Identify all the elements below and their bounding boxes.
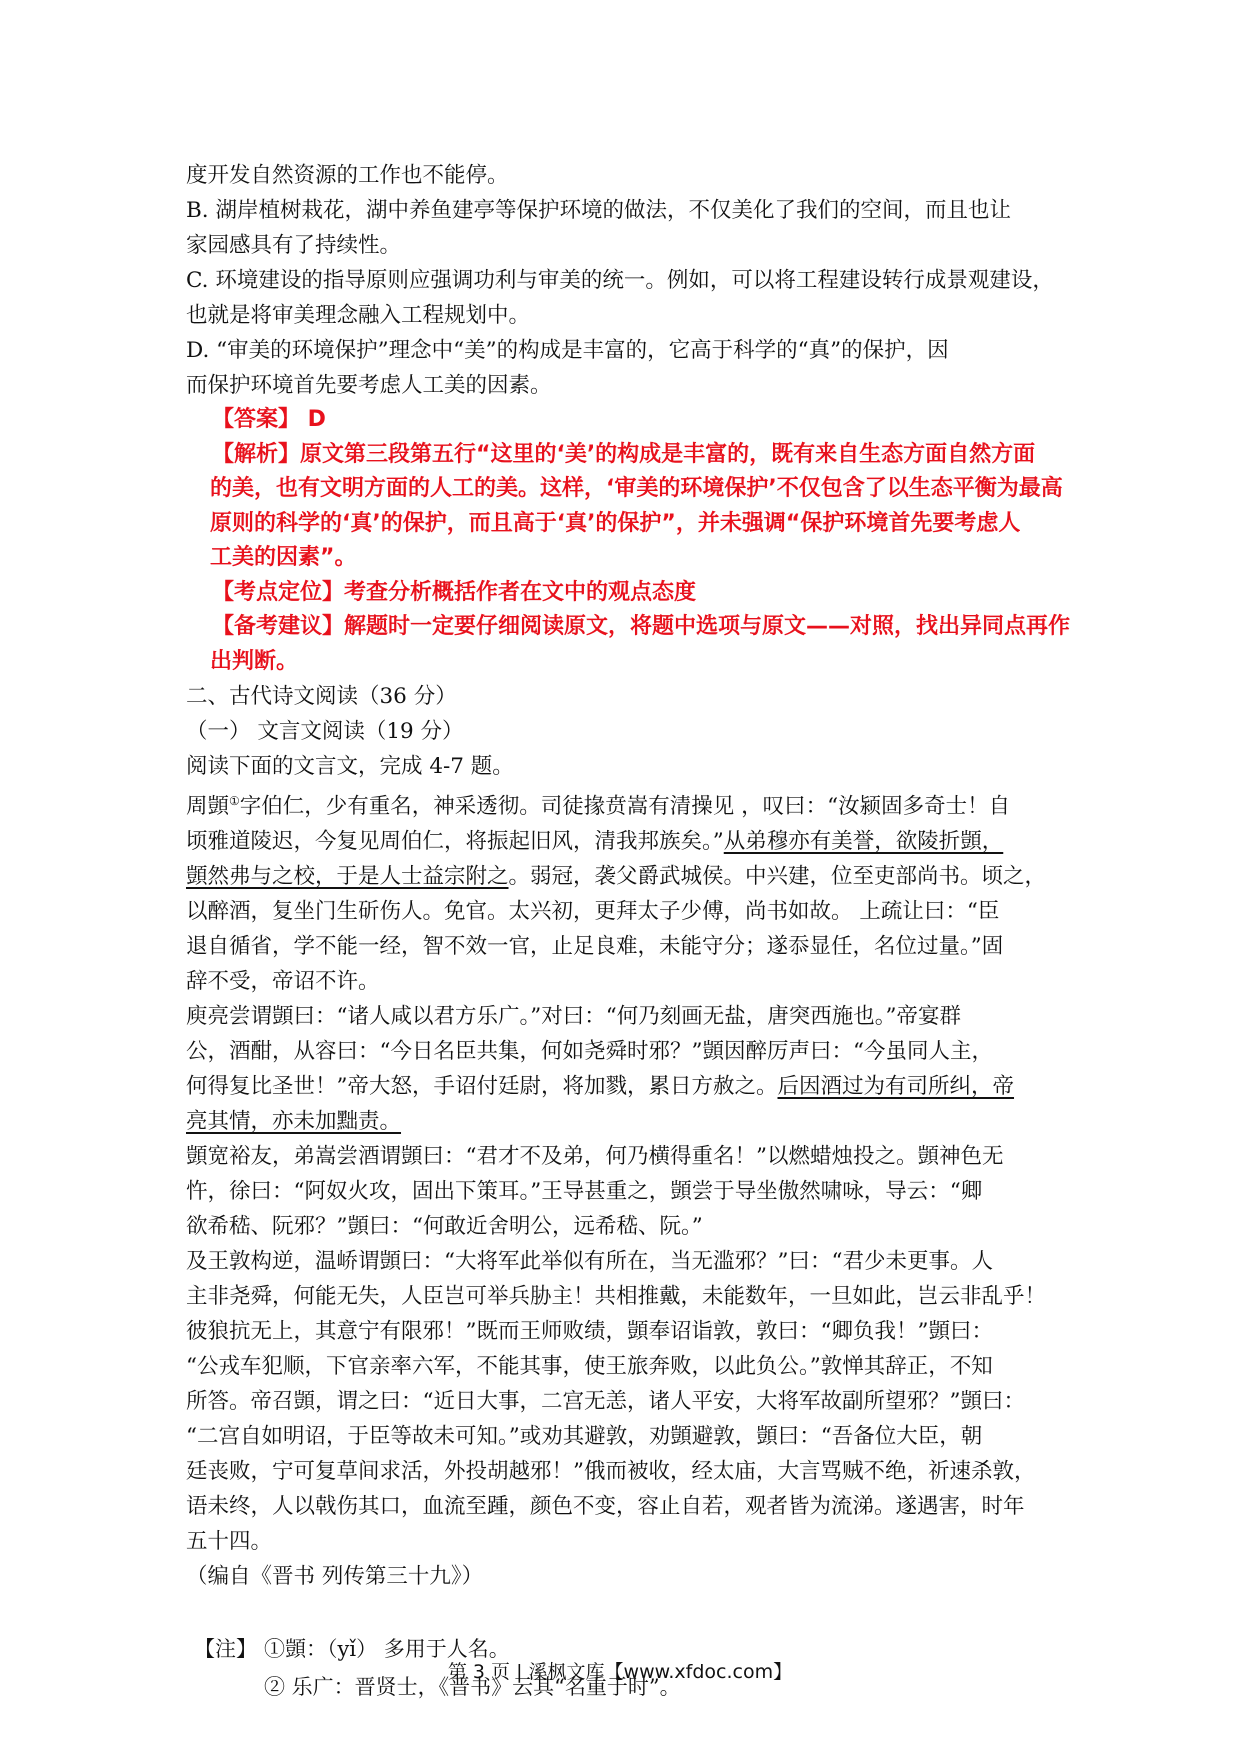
passage-line: 彼狼抗无上，其意宁有限邪！”既而王师败绩，顗奉诏诣敦，敦曰：“卿负我！”顗曰： <box>186 1319 993 1345</box>
section-heading: 二、古代诗文阅读（36 分） <box>186 684 457 709</box>
passage-source: （编自《晋书 列传第三十九》） <box>186 1564 484 1590</box>
passage-line <box>186 784 1076 824</box>
option-a-tail: 度开发自然资源的工作也不能停。 <box>186 163 509 188</box>
passage-line: 欲希嵇、阮邪？”顗曰：“何敢近舍明公，远希嵇、阮。” <box>186 1214 703 1240</box>
footnote-marker: ① <box>229 794 240 808</box>
passage-line: 忤，徐曰：“阿奴火攻，固出下策耳。”王导甚重之，顗尝于导坐傲然啸咏，导云：“卿 <box>186 1179 983 1205</box>
answer-line: 【答案】 D <box>212 407 326 432</box>
passage-line: 及王敦构逆，温峤谓顗曰：“大将军此举似有所在，当无滥邪？”曰：“君少未更事。人 <box>186 1249 993 1275</box>
passage-line: 主非尧舜，何能无失，人臣岂可举兵胁主！共相推戴，未能数年，一旦如此，岂云非乱乎！ <box>186 1284 1047 1310</box>
underlined-sentence: 后因酒过为有司所纠，帝 <box>777 1074 1015 1100</box>
passage-text: 。弱冠，袭父爵武城侯。中兴建，位至吏部尚书。顷之， <box>508 864 1047 890</box>
option-c-line1: C. 环境建设的指导原则应强调功利与审美的统一。例如，可以将工程建设转行成景观建设， <box>186 268 1054 293</box>
note-2: ② 乐广：晋贤士，《晋书》云其“名重于时”。 <box>264 1675 681 1700</box>
underlined-sentence: 顗然弗与之校，于是人士益宗附之 <box>186 864 509 890</box>
option-b-line1: B. 湖岸植树栽花，湖中养鱼建亭等保护环境的做法，不仅美化了我们的空间，而且也让 <box>186 198 1011 223</box>
beikao-line-2: 出判断。 <box>210 648 299 674</box>
option-b-line2: 家园感具有了持续性。 <box>186 233 402 258</box>
page-content <box>186 158 1076 1706</box>
option-d-line2: 而保护环境首先要考虑人工美的因素。 <box>186 373 552 398</box>
passage-line: 五十四。 <box>186 1529 273 1555</box>
analysis-line-3: 原则的科学的‘真’的保护，而且高于‘真’的保护”，并未强调“保护环境首先要考虑人 <box>210 510 1021 536</box>
passage-line: 退自循省，学不能一经，智不效一官，止足良难，未能守分；遂忝显任，名位过量。”固 <box>186 934 1004 960</box>
passage-line <box>186 1104 1076 1139</box>
instruction: 阅读下面的文言文，完成 4-7 题。 <box>186 754 514 779</box>
passage-line: 庾亮尝谓顗曰：“诸人咸以君方乐广。”对曰：“何乃刻画无盐，唐突西施也。”帝宴群 <box>186 1004 961 1030</box>
underlined-sentence: 从弟穆亦有美誉，欲陵折顗， <box>723 829 1004 855</box>
spacer <box>186 1594 1076 1630</box>
passage-text: 何得复比圣世！”帝大怒，手诏付廷尉，将加戮，累日方赦之。 <box>186 1074 778 1100</box>
analysis-line-1: 【解析】原文第三段第五行“这里的‘美’的构成是丰富的，既有来自生态方面自然方面 <box>212 441 1036 467</box>
analysis-line-4: 工美的因素”。 <box>210 545 357 570</box>
passage-line: 语未终，人以戟伤其口，血流至踵，颜色不变，容止自若，观者皆为流涕。遂遇害，时年 <box>186 1494 1025 1520</box>
kaodian-line: 【考点定位】考查分析概括作者在文中的观点态度 <box>212 579 697 605</box>
option-c-line2: 也就是将审美理念融入工程规划中。 <box>186 303 531 328</box>
passage-line: 公，酒酣，从容曰：“今日名臣共集，何如尧舜时邪？”顗因醉厉声曰：“今虽同人主， <box>186 1039 993 1065</box>
passage-line <box>186 859 1076 894</box>
page-footer: 第 3 页 | 溪枫文库【www.xfdoc.com】 <box>447 1661 793 1683</box>
passage-line: 所答。帝召顗，谓之曰：“近日大事，二宫无恙，诸人平安，大将军故副所望邪？”顗曰： <box>186 1389 1025 1415</box>
beikao-line-1: 【备考建议】解题时一定要仔细阅读原文，将题中选项与原文——对照，找出异同点再作 <box>212 614 1071 639</box>
passage-line <box>186 1069 1076 1104</box>
note-label: 【注】 <box>194 1637 257 1662</box>
option-d-line1: D. “审美的环境保护”理念中“美”的构成是丰富的，它高于科学的“真”的保护，因 <box>186 338 949 363</box>
passage-line: 廷丧败，宁可复草间求活，外投胡越邪！”俄而被收，经太庙，大言骂贼不绝，祈速杀敦， <box>186 1459 1036 1485</box>
analysis-line-2: 的美，也有文明方面的人工的美。这样，‘审美的环境保护’不仅包含了以生态平衡为最高 <box>210 476 1063 501</box>
sub-heading: （一） 文言文阅读（19 分） <box>186 719 464 744</box>
passage-line: 顗宽裕友，弟嵩尝酒谓顗曰：“君才不及弟，何乃横得重名！”以燃蜡烛投之。顗神色无 <box>186 1144 1004 1170</box>
passage-text: 顷雅道陵迟，今复见周伯仁，将振起旧风，清我邦族矣。” <box>186 829 724 855</box>
passage-line <box>186 824 1076 859</box>
passage-line: “公戎车犯顺，下官亲率六军，不能其事，使王旅奔败，以此负公。”敦惮其辞正，不知 <box>186 1354 993 1380</box>
note-1: ①顗：（yǐ） 多用于人名。 <box>264 1637 510 1662</box>
passage-text: 字伯仁，少有重名，神采透彻。司徒掾贲嵩有清操见 ，叹曰：“汝颍固多奇士！自 <box>239 794 1011 820</box>
passage-line: 以醉酒，复坐门生斫伤人。免官。太兴初，更拜太子少傅，尚书如故。 上疏让曰：“臣 <box>186 899 1000 925</box>
underlined-sentence: 亮其情，亦未加黜责。 <box>186 1109 402 1135</box>
passage-line: “二宫自如明诏，于臣等故未可知。”或劝其避敦，劝顗避敦，顗曰：“吾备位大臣，朝 <box>186 1424 983 1450</box>
passage-text: 周顗 <box>186 794 230 820</box>
passage-line: 辞不受，帝诏不许。 <box>186 969 380 995</box>
